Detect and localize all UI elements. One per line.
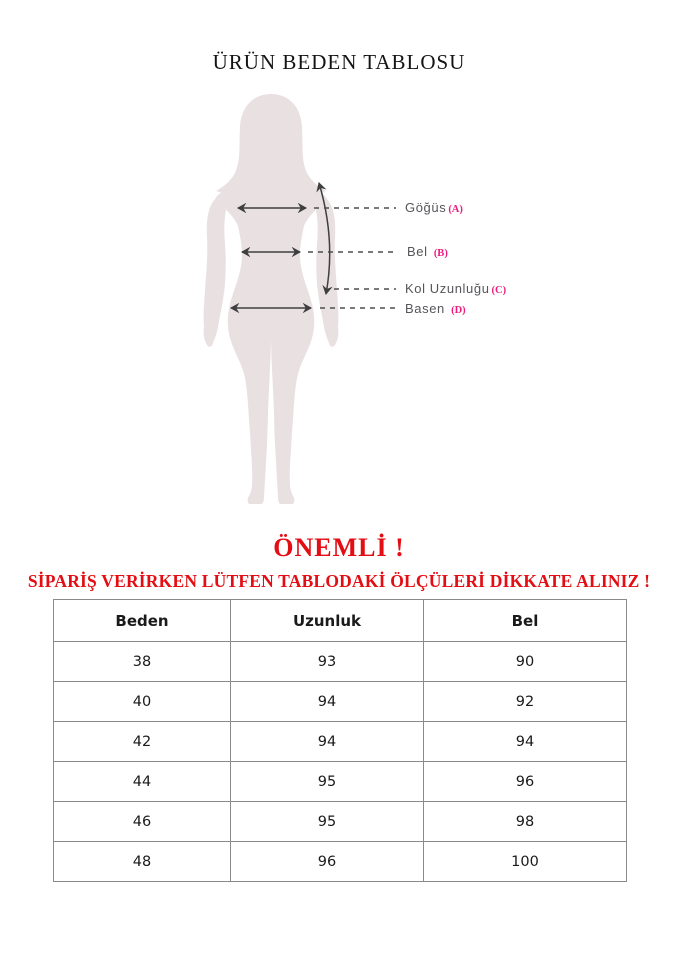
body-measurement-figure [180,88,410,512]
column-header-size: Beden [54,600,231,642]
table-row [54,682,627,722]
table-row [54,842,627,882]
cell-waist: 94 [424,722,627,762]
label-waist-text: Bel [407,244,432,259]
female-body-silhouette-icon [180,88,410,512]
cell-waist: 98 [424,802,627,842]
label-waist [407,245,448,260]
cell-waist: 100 [424,842,627,882]
label-chest-letter: (A) [448,204,463,215]
silhouette-shape [204,94,339,504]
size-table-header-row [54,600,627,642]
label-hip-letter: (D) [451,305,466,316]
page-title: ÜRÜN BEDEN TABLOSU [212,50,466,74]
label-waist-letter: (B) [433,248,448,259]
cell-waist: 92 [424,682,627,722]
label-arm-length-text: Kol Uzunluğu [405,281,490,296]
table-row [54,762,627,802]
label-hip [405,302,466,317]
cell-size: 44 [54,762,231,802]
cell-length: 93 [231,642,424,682]
cell-length: 95 [231,762,424,802]
cell-waist: 96 [424,762,627,802]
column-header-waist: Bel [424,600,627,642]
label-hip-text: Basen [405,301,450,316]
column-header-length: Uzunluk [231,600,424,642]
label-arm-length-letter: (C) [491,285,507,296]
order-warning-text: SİPARİŞ VERİRKEN LÜTFEN TABLODAKİ ÖLÇÜLERİ DİKKATE ALINIZ ! [27,571,651,591]
table-row [54,722,627,762]
cell-length: 96 [231,842,424,882]
label-chest [405,201,463,216]
label-chest-text: Göğüs [405,200,447,215]
table-row [54,802,627,842]
cell-length: 95 [231,802,424,842]
cell-size: 38 [54,642,231,682]
important-heading: ÖNEMLİ ! [273,533,405,562]
cell-length: 94 [231,722,424,762]
cell-size: 46 [54,802,231,842]
cell-waist: 90 [424,642,627,682]
cell-size: 40 [54,682,231,722]
size-table [53,599,627,882]
cell-size: 48 [54,842,231,882]
label-arm-length [405,282,506,297]
cell-size: 42 [54,722,231,762]
cell-length: 94 [231,682,424,722]
table-row [54,642,627,682]
